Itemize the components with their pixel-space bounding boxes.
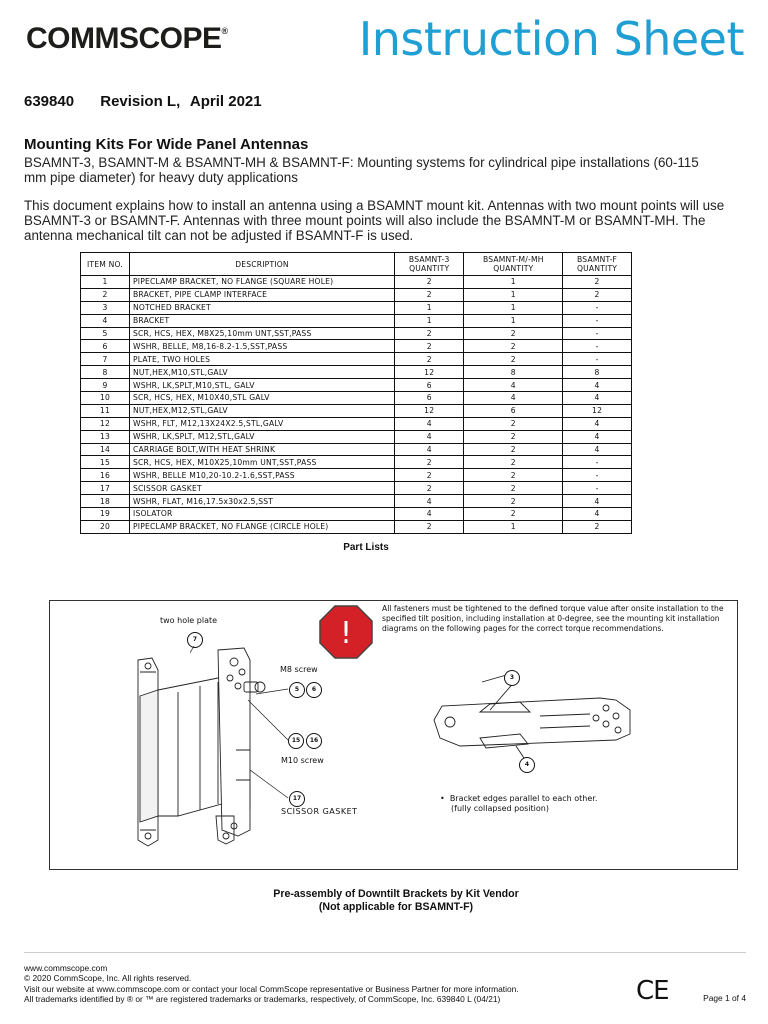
cell-item-no: 4 — [81, 314, 130, 327]
bracket-note — [440, 794, 597, 814]
table-row — [81, 456, 632, 469]
cell-item-no: 1 — [81, 276, 130, 289]
cell-bsamntm-qty: 2 — [464, 469, 563, 482]
table-row — [81, 495, 632, 508]
instruction-sheet-title: Instruction Sheet — [358, 12, 744, 66]
cell-description: PLATE, TWO HOLES — [130, 353, 395, 366]
cell-bsamnt3-qty: 2 — [395, 276, 464, 289]
cell-bsamntf-qty: - — [563, 327, 632, 340]
cell-bsamnt3-qty: 2 — [395, 288, 464, 301]
cell-bsamntm-qty: 1 — [464, 520, 563, 533]
cell-item-no: 18 — [81, 495, 130, 508]
cell-bsamnt3-qty: 4 — [395, 495, 464, 508]
cell-bsamntf-qty: - — [563, 469, 632, 482]
kit-subtitle: BSAMNT-3, BSAMNT-M & BSAMNT-MH & BSAMNT-F: Mounting systems for cylindrical pipe installations (60-115 mm pipe diameter) for heavy duty applications — [24, 155, 699, 185]
cell-item-no: 7 — [81, 353, 130, 366]
cell-bsamntm-qty: 1 — [464, 301, 563, 314]
table-row — [81, 366, 632, 379]
cell-bsamntm-qty: 2 — [464, 495, 563, 508]
cell-bsamntf-qty: - — [563, 340, 632, 353]
cell-bsamnt3-qty: 2 — [395, 340, 464, 353]
cell-bsamntm-qty: 2 — [464, 340, 563, 353]
callout-6: 6 — [306, 682, 322, 698]
cell-item-no: 14 — [81, 443, 130, 456]
parts-table — [80, 252, 632, 534]
document-date: April 2021 — [189, 93, 262, 110]
cell-description: WSHR, BELLE, M8,16-8.2-1.5,SST,PASS — [130, 340, 395, 353]
cell-bsamntm-qty: 1 — [464, 314, 563, 327]
cell-item-no: 17 — [81, 482, 130, 495]
cell-description: WSHR, BELLE M10,20-10.2-1.6,SST,PASS — [130, 469, 395, 482]
cell-bsamntf-qty: 4 — [563, 443, 632, 456]
footer-divider — [24, 952, 746, 953]
cell-bsamntf-qty: 4 — [563, 508, 632, 521]
footer-copyright: © 2020 CommScope, Inc. All rights reserved. — [24, 973, 192, 984]
cell-item-no: 13 — [81, 430, 130, 443]
callout-5: 5 — [289, 682, 305, 698]
table-row — [81, 392, 632, 405]
cell-bsamntf-qty: - — [563, 456, 632, 469]
cell-description: BRACKET — [130, 314, 395, 327]
table-row — [81, 417, 632, 430]
cell-bsamnt3-qty: 2 — [395, 456, 464, 469]
parts-caption: Part Lists — [343, 542, 389, 553]
cell-description: NOTCHED BRACKET — [130, 301, 395, 314]
table-row — [81, 508, 632, 521]
cell-bsamntf-qty: 4 — [563, 495, 632, 508]
cell-bsamnt3-qty: 2 — [395, 520, 464, 533]
cell-bsamntf-qty: 4 — [563, 379, 632, 392]
cell-bsamnt3-qty: 4 — [395, 443, 464, 456]
cell-bsamntm-qty: 2 — [464, 443, 563, 456]
figure-caption-line2: (Not applicable for BSAMNT-F) — [318, 901, 474, 913]
warning-icon — [318, 604, 374, 660]
label-m8-screw: M8 screw — [280, 665, 318, 674]
cell-description: BRACKET, PIPE CLAMP INTERFACE — [130, 288, 395, 301]
cell-item-no: 20 — [81, 520, 130, 533]
svg-text:!: ! — [339, 616, 353, 651]
cell-bsamntm-qty: 2 — [464, 456, 563, 469]
callout-15: 15 — [288, 733, 304, 749]
cell-description: SCISSOR GASKET — [130, 482, 395, 495]
cell-bsamntm-qty: 2 — [464, 353, 563, 366]
cell-description: WSHR, FLAT, M16,17.5x30x2.5,SST — [130, 495, 395, 508]
cell-item-no: 5 — [81, 327, 130, 340]
label-m10-screw: M10 screw — [281, 756, 324, 765]
cell-item-no: 8 — [81, 366, 130, 379]
callout-3: 3 — [504, 670, 520, 686]
cell-bsamntm-qty: 1 — [464, 276, 563, 289]
table-row — [81, 404, 632, 417]
header-bsamnt3-qty: BSAMNT-3 QUANTITY — [395, 253, 464, 276]
cell-item-no: 12 — [81, 417, 130, 430]
table-row — [81, 340, 632, 353]
cell-bsamntf-qty: 2 — [563, 520, 632, 533]
cell-bsamnt3-qty: 2 — [395, 469, 464, 482]
cell-bsamntf-qty: - — [563, 353, 632, 366]
leader-lines-left — [190, 640, 310, 810]
table-row — [81, 314, 632, 327]
label-two-hole-plate: two hole plate — [160, 616, 218, 625]
cell-bsamntm-qty: 2 — [464, 430, 563, 443]
cell-description: PIPECLAMP BRACKET, NO FLANGE (CIRCLE HOLE) — [130, 520, 395, 533]
cell-bsamnt3-qty: 12 — [395, 366, 464, 379]
cell-bsamntm-qty: 2 — [464, 327, 563, 340]
header-bsamntf-qty: BSAMNT-F QUANTITY — [563, 253, 632, 276]
cell-item-no: 11 — [81, 404, 130, 417]
cell-bsamntf-qty: 4 — [563, 430, 632, 443]
table-row — [81, 443, 632, 456]
cell-bsamntm-qty: 4 — [464, 379, 563, 392]
ce-mark: CE — [636, 976, 669, 1006]
cell-bsamntf-qty: - — [563, 301, 632, 314]
cell-description: SCR, HCS, HEX, M10X40,STL GALV — [130, 392, 395, 405]
cell-bsamntm-qty: 2 — [464, 508, 563, 521]
callout-7: 7 — [187, 632, 203, 648]
cell-bsamnt3-qty: 1 — [395, 314, 464, 327]
page-number: Page 1 of 4 — [703, 993, 746, 1003]
callout-17: 17 — [289, 791, 305, 807]
bracket-note-line1: • Bracket edges parallel to each other. — [440, 794, 598, 803]
cell-bsamntf-qty: 4 — [563, 392, 632, 405]
downtilt-bracket-drawing-right — [420, 660, 650, 780]
cell-bsamntf-qty: 4 — [563, 417, 632, 430]
table-row — [81, 430, 632, 443]
footer — [24, 963, 519, 1005]
cell-description: WSHR, FLT, M12,13X24X2.5,STL,GALV — [130, 417, 395, 430]
document-number: 639840 — [24, 93, 75, 110]
cell-bsamntm-qty: 2 — [464, 417, 563, 430]
table-row — [81, 353, 632, 366]
cell-item-no: 16 — [81, 469, 130, 482]
cell-item-no: 19 — [81, 508, 130, 521]
cell-description: CARRIAGE BOLT,WITH HEAT SHRINK — [130, 443, 395, 456]
cell-bsamnt3-qty: 1 — [395, 301, 464, 314]
document-info — [24, 93, 284, 110]
cell-bsamntf-qty: - — [563, 482, 632, 495]
cell-bsamntf-qty: 12 — [563, 404, 632, 417]
cell-item-no: 10 — [81, 392, 130, 405]
cell-bsamntm-qty: 2 — [464, 482, 563, 495]
bracket-note-line2: (fully collapsed position) — [451, 804, 549, 813]
cell-description: ISOLATOR — [130, 508, 395, 521]
cell-bsamnt3-qty: 2 — [395, 327, 464, 340]
cell-bsamntf-qty: 2 — [563, 288, 632, 301]
table-row — [81, 288, 632, 301]
figure-caption-line1: Pre-assembly of Downtilt Brackets by Kit Vendor — [273, 888, 519, 900]
cell-description: SCR, HCS, HEX, M10X25,10mm UNT,SST,PASS — [130, 456, 395, 469]
cell-description: NUT,HEX,M10,STL,GALV — [130, 366, 395, 379]
callout-16: 16 — [306, 733, 322, 749]
kit-title: Mounting Kits For Wide Panel Antennas — [24, 136, 309, 153]
torque-warning-text: All fasteners must be tightened to the defined torque value after onsite installation to the specified tilt position, including installation at 0-degree, see the mounting kit installation diagrams on the following pages for the correct torque recommendations. — [382, 604, 724, 633]
cell-description: NUT,HEX,M12,STL,GALV — [130, 404, 395, 417]
cell-bsamntm-qty: 8 — [464, 366, 563, 379]
cell-bsamntm-qty: 1 — [464, 288, 563, 301]
cell-item-no: 3 — [81, 301, 130, 314]
cell-item-no: 6 — [81, 340, 130, 353]
figure-caption — [0, 888, 768, 914]
cell-bsamnt3-qty: 2 — [395, 353, 464, 366]
cell-bsamnt3-qty: 6 — [395, 379, 464, 392]
callout-4: 4 — [519, 757, 535, 773]
cell-description: SCR, HCS, HEX, M8X25,10mm UNT,SST,PASS — [130, 327, 395, 340]
commscope-logo: COMMSCOPE® — [26, 22, 228, 55]
table-row — [81, 520, 632, 533]
parts-table-body — [81, 276, 632, 534]
cell-bsamntf-qty: 2 — [563, 276, 632, 289]
header-item-no: ITEM NO. — [81, 253, 130, 276]
table-row — [81, 276, 632, 289]
cell-bsamnt3-qty: 12 — [395, 404, 464, 417]
table-row — [81, 482, 632, 495]
cell-description: WSHR, LK,SPLT,M10,STL, GALV — [130, 379, 395, 392]
cell-item-no: 15 — [81, 456, 130, 469]
cell-bsamnt3-qty: 4 — [395, 508, 464, 521]
cell-bsamnt3-qty: 4 — [395, 417, 464, 430]
cell-description: PIPECLAMP BRACKET, NO FLANGE (SQUARE HOLE) — [130, 276, 395, 289]
cell-bsamnt3-qty: 6 — [395, 392, 464, 405]
table-row — [81, 379, 632, 392]
cell-bsamntm-qty: 6 — [464, 404, 563, 417]
table-row — [81, 469, 632, 482]
table-row — [81, 301, 632, 314]
document-revision: Revision L, — [100, 93, 181, 110]
intro-paragraph: This document explains how to install an antenna using a BSAMNT mount kit. Antennas with two mount points will use BSAMNT-3 or BSAMNT-F. Antennas with three mount points will also include the BSAMNT-M or BSAMNT-MH. The antenna mechanical tilt can not be adjusted if BSAMNT-F is used. — [24, 198, 725, 243]
cell-bsamntf-qty: - — [563, 314, 632, 327]
cell-item-no: 9 — [81, 379, 130, 392]
cell-item-no: 2 — [81, 288, 130, 301]
cell-bsamntm-qty: 4 — [464, 392, 563, 405]
cell-bsamnt3-qty: 4 — [395, 430, 464, 443]
header-description: DESCRIPTION — [130, 253, 395, 276]
cell-bsamntf-qty: 8 — [563, 366, 632, 379]
footer-website[interactable]: www.commscope.com — [24, 963, 108, 973]
cell-description: WSHR, LK,SPLT, M12,STL,GALV — [130, 430, 395, 443]
table-row — [81, 327, 632, 340]
header-bsamntm-qty: BSAMNT-M/-MH QUANTITY — [464, 253, 563, 276]
cell-bsamnt3-qty: 2 — [395, 482, 464, 495]
footer-visit: Visit our website at www.commscope.com or contact your local CommScope representative or Business Partner for more information. — [24, 983, 519, 994]
label-scissor-gasket: SCISSOR GASKET — [281, 807, 358, 816]
footer-trademarks: All trademarks identified by ® or ™ are registered trademarks or trademarks, respectively, of CommScope, Inc. 639840 L (04/21) — [24, 994, 501, 1005]
parts-table-header — [81, 253, 632, 276]
